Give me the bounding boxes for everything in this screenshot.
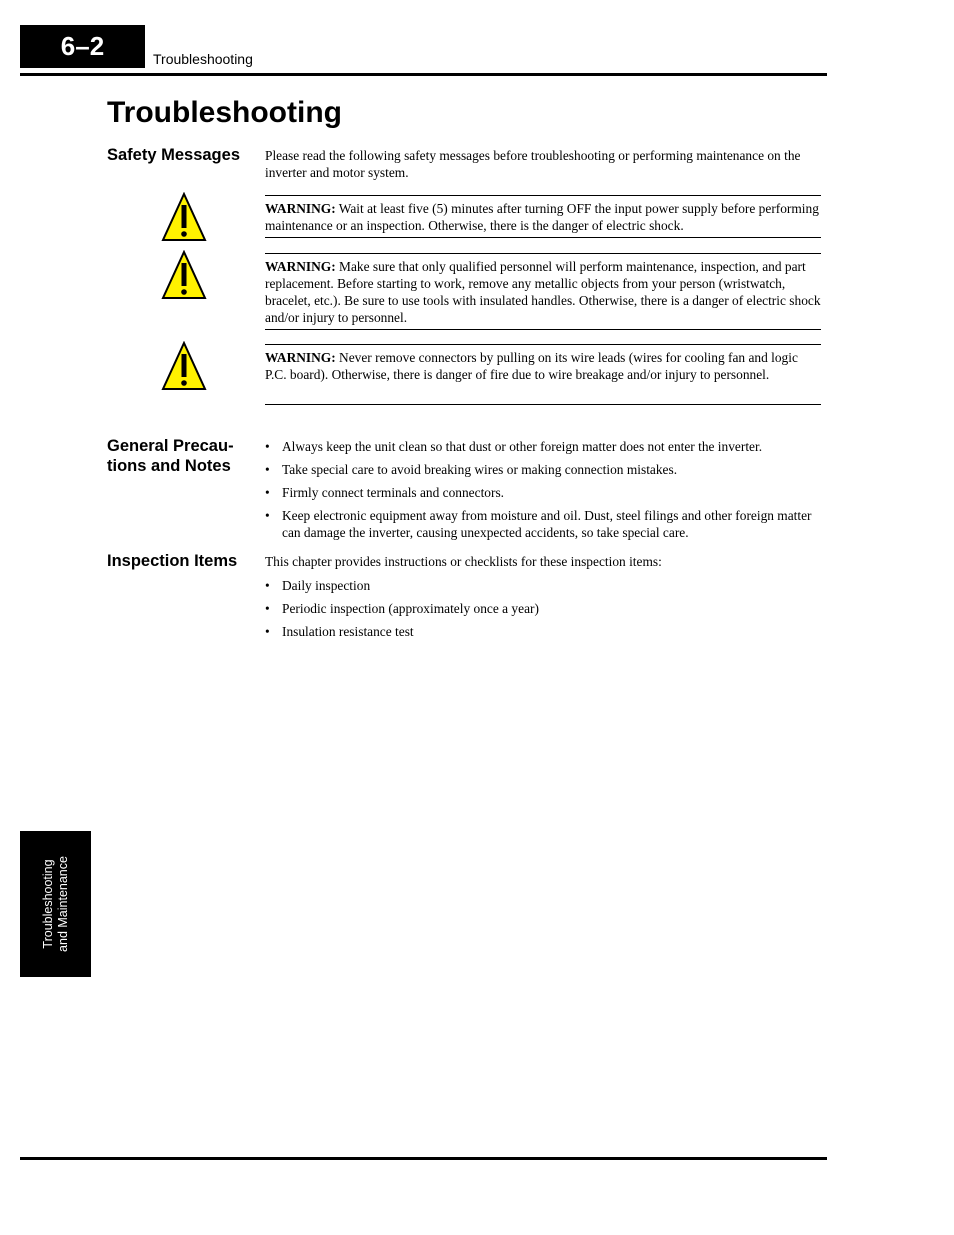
warning-triangle-icon	[161, 192, 207, 242]
chapter-side-tab	[20, 831, 91, 977]
warning-label: WARNING:	[265, 259, 336, 274]
safety-intro: Please read the following safety messages before troubleshooting or performing maintenance on the inverter and motor system.	[265, 148, 801, 180]
list-item: • Take special care to avoid breaking wires or making connection mistakes.	[265, 461, 821, 478]
safety-messages-heading: Safety Messages	[107, 146, 240, 164]
header-section-title: Troubleshooting	[153, 51, 253, 67]
warning-text: Make sure that only qualified personnel will perform maintenance, inspection, and part replacement. Before starting to work, remove any metallic objects from your person (wristwatch, bracelet, etc.). Be sure to use tools with insulated handles. Otherwise, there is a danger of electric shock and/or injury to personnel.	[265, 259, 821, 325]
warning-box	[265, 253, 821, 330]
side-tab-label	[41, 856, 71, 952]
side-tab-line: and Maintenance	[55, 856, 70, 952]
inspection-list	[265, 577, 825, 640]
warning-box	[265, 344, 821, 405]
page-title: Troubleshooting	[107, 96, 342, 129]
warning-text: Wait at least five (5) minutes after turning OFF the input power supply before performing maintenance or an inspection. Otherwise, there is the danger of electric shock.	[265, 201, 819, 233]
list-item: • Firmly connect terminals and connectors.	[265, 484, 821, 501]
general-precautions-heading	[107, 436, 257, 476]
list-item: • Periodic inspection (approximately once a year)	[265, 600, 825, 617]
list-item: • Daily inspection	[265, 577, 825, 594]
inspection-intro: This chapter provides instructions or checklists for these inspection items:	[265, 554, 662, 569]
inspection-items-heading: Inspection Items	[107, 552, 238, 570]
precautions-list-container	[265, 438, 821, 541]
precautions-list	[265, 438, 821, 541]
list-item: • Always keep the unit clean so that dust or other foreign matter does not enter the inverter.	[265, 438, 821, 455]
side-tab-line: Troubleshooting	[40, 859, 55, 949]
page-number: 6–2	[20, 25, 145, 68]
list-item: • Insulation resistance test	[265, 623, 825, 640]
heading-line: General Precau-	[107, 437, 234, 455]
warning-box	[265, 195, 821, 238]
warning-triangle-icon	[161, 341, 207, 391]
header-rule	[20, 73, 827, 76]
footer-rule	[20, 1157, 827, 1160]
warning-label: WARNING:	[265, 350, 336, 365]
inspection-list-container	[265, 577, 825, 640]
warning-label: WARNING:	[265, 201, 336, 216]
list-item: • Keep electronic equipment away from moisture and oil. Dust, steel filings and other foreign matter can damage the inverter, causing unexpected accidents, so take special care.	[265, 507, 821, 541]
heading-line: tions and Notes	[107, 457, 231, 475]
warning-text: Never remove connectors by pulling on its wire leads (wires for cooling fan and logic P.C. board). Otherwise, there is danger of fire due to wire breakage and/or injury to personnel.	[265, 350, 798, 382]
warning-triangle-icon	[161, 250, 207, 300]
